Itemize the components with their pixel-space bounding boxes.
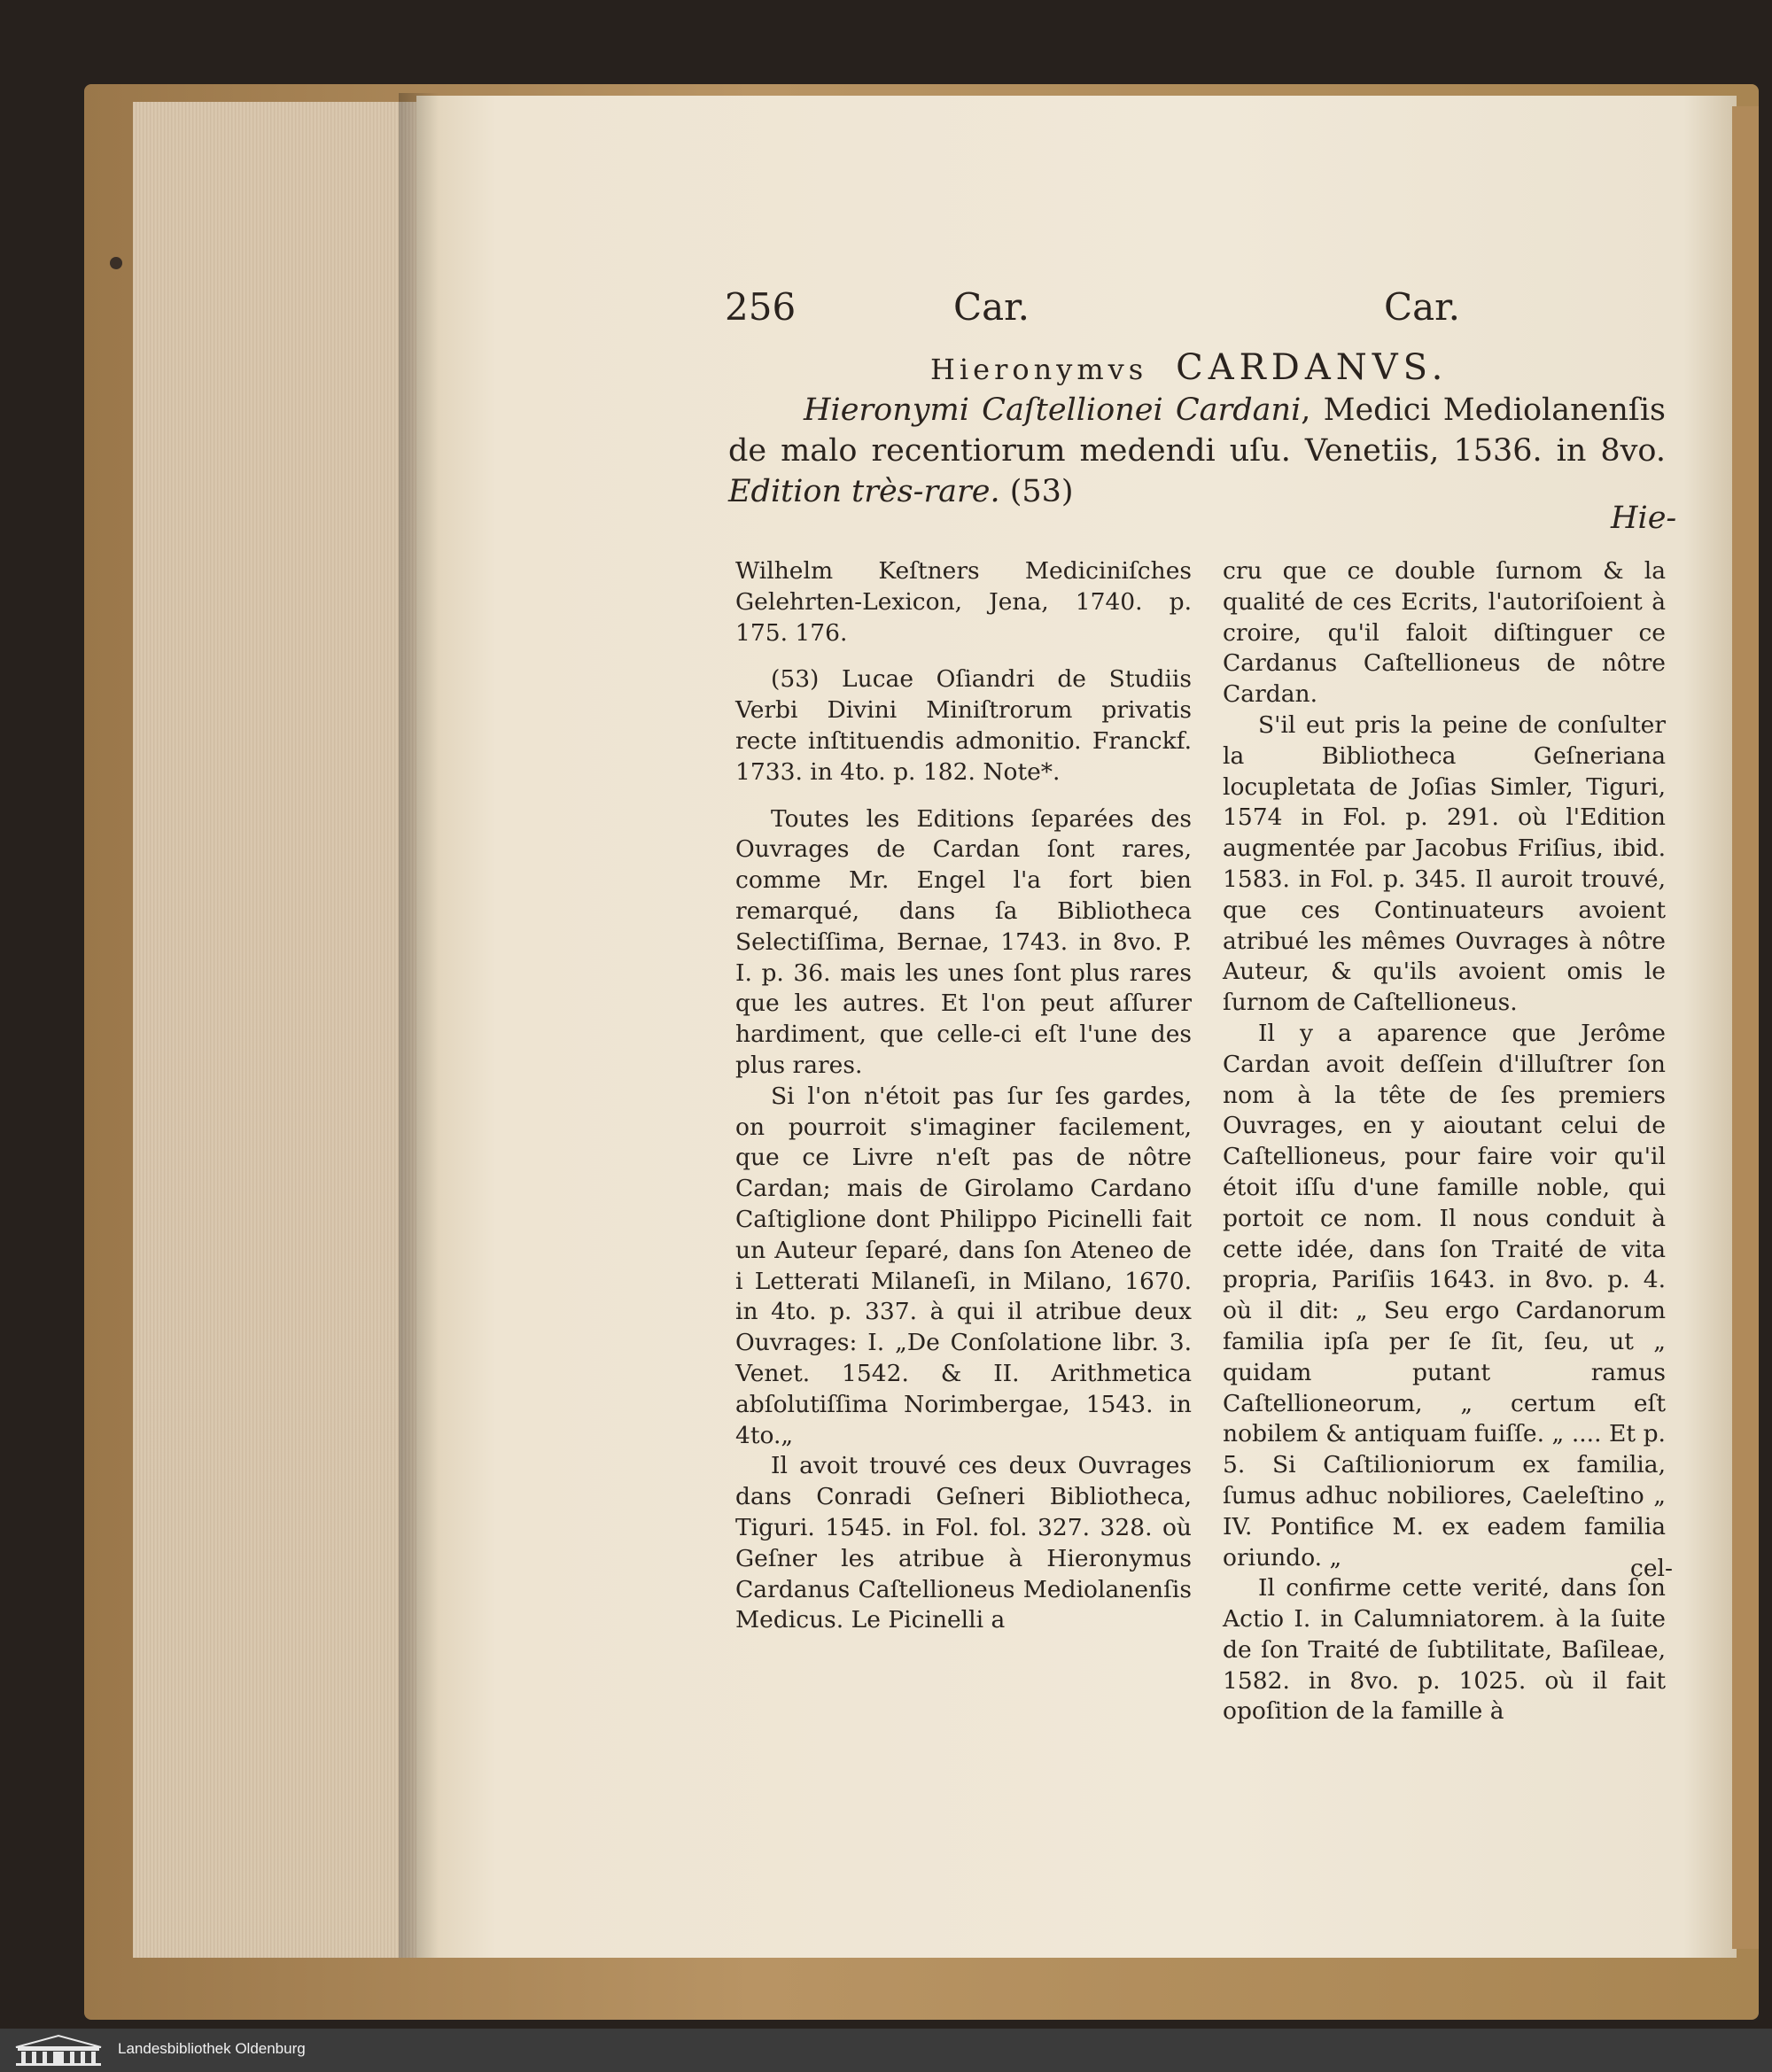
left-paragraph-5: Il avoit trouvé ces deux Ouvrages dans Conradi Geſneri Bibliotheca, Tiguri. 1545. in Fol. fol. 327. 328. où Geſner les atribue à Hieronymus Cardanus Caſtellioneus Mediolanenſis Medicus. Le Picinelli a xyxy=(735,1452,1192,1634)
library-name: Landesbibliothek Oldenburg xyxy=(118,2040,306,2057)
page-number: 256 xyxy=(725,285,797,329)
cover-right-edge xyxy=(1732,106,1759,1949)
entry-footnote-ref: (53) xyxy=(999,474,1074,509)
right-paragraph-3: Il y a aparence que Jerôme Cardan avoit deſſein d'illuſtrer ſon nom à la tête de ſes premiers Ouvrages, en y aioutant celui de Caſtellioneus, pour faire voir qu'il étoit iſſu d'une famille noble, qui portoit ce nom. Il nous conduit à cette idée, dans ſon Traité de vita propria, Pariſiis 1643. in 8vo. p. 4. où il dit: „ Seu ergo Cardanorum familia ipſa per ſe ſit, ſeu, ut „ quidam putant ramus Caſtellioneorum, „ certum eſt nobilem & antiquam fuiſſe. „ .... Et p. 5. Si Caſtilioniorum ex familia, ſumus adhuc nobiliores, Caeleſtino „ IV. Pontifice M. ex eadem familia oriundo. „ xyxy=(1223,1019,1666,1571)
left-column xyxy=(735,556,1192,1636)
right-paragraph-2: S'il eut pris la peine de conſulter la Bibliotheca Geſneriana locupletata de Joſias Simler, Tiguri, 1574 in Fol. p. 291. où l'Edition augmentée par Jacobus Friſius, ibid. 1583. in Fol. p. 345. Il auroit trouvé, que ces Continuateurs avoient atribué les mêmes Ouvrages à nôtre Auteur, & qu'ils avoient omis le ſurnom de Caſtellioneus. xyxy=(1223,710,1666,1017)
library-logo-icon xyxy=(12,2033,105,2067)
page-edges xyxy=(133,102,425,1958)
entry-note-italic: Edition très-rare. xyxy=(728,474,1000,509)
right-paragraph-1: cru que ce double ſurnom & la qualité de ces Ecrits, l'autoriſoient à croire, qu'il faloit diſtinguer ce Cardanus Caſtellioneus de nôtre Cardan. xyxy=(1223,557,1666,709)
catchword-bottom: cel- xyxy=(1630,1555,1673,1582)
gutter-shadow xyxy=(399,93,439,1958)
heading-smallcaps: Hieronymvs xyxy=(930,353,1148,386)
running-head-right: Car. xyxy=(1384,285,1460,329)
entry-author-italic: Hieronymi Caſtellionei Cardani xyxy=(804,392,1302,428)
entry-text: , Medici Mediolanenſis de malo recentiorum medendi uſu. Venetiis, 1536. in 8vo. xyxy=(728,392,1666,469)
running-head-left: Car. xyxy=(953,285,1030,329)
left-paragraph-4: Si l'on n'étoit pas ſur ſes gardes, on pourroit s'imaginer facilement, que ce Livre n'eſt pas de nôtre Cardan; mais de Girolamo Cardano Caſtiglione dont Philippo Picinelli fait un Auteur ſeparé, dans ſon Ateneo de i Letterati Milaneſi, in Milano, 1670. in 4to. p. 337. à qui il atribue deux Ouvrages: I. „De Conſolatione libr. 3. Venet. 1542. & II. Arithmetica abſolutiſſima Norimbergae, 1543. in 4to.„ xyxy=(735,1082,1192,1449)
left-paragraph-1: Wilhelm Keſtners Mediciniſches Gelehrten-Lexicon, Jena, 1740. p. 175. 176. xyxy=(735,557,1192,647)
left-paragraph-2: (53) Lucae Oſiandri de Studiis Verbi Divini Miniſtrorum privatis recte inſtituendis admonitio. Franckf. 1733. in 4to. p. 182. Note*. xyxy=(735,665,1192,786)
bibliographic-entry xyxy=(728,390,1666,512)
entry-heading xyxy=(930,347,1448,388)
heading-caps: CARDANVS. xyxy=(1176,347,1449,388)
cover-nail xyxy=(110,257,122,269)
left-paragraph-3: Toutes les Editions ſeparées des Ouvrages de Cardan ſont rares, comme Mr. Engel l'a fort bien remarqué, dans ſa Bibliotheca Selectiſſima, Bernae, 1743. in 8vo. P. I. p. 36. mais les unes ſont plus rares que les autres. Et l'on peut aſſurer hardiment, que celle-ci eſt l'une des plus rares. xyxy=(735,804,1192,1079)
catchword-top: Hie- xyxy=(1611,501,1677,536)
footer-bar xyxy=(0,2029,1772,2072)
right-column xyxy=(1223,556,1666,1727)
right-paragraph-4: Il confirme cette verité, dans ſon Actio I. in Calumniatorem. à la ſuite de ſon Traité de ſubtilitate, Baſileae, 1582. in 8vo. p. 1025. où il fait opoſition de la famille à xyxy=(1223,1574,1666,1726)
